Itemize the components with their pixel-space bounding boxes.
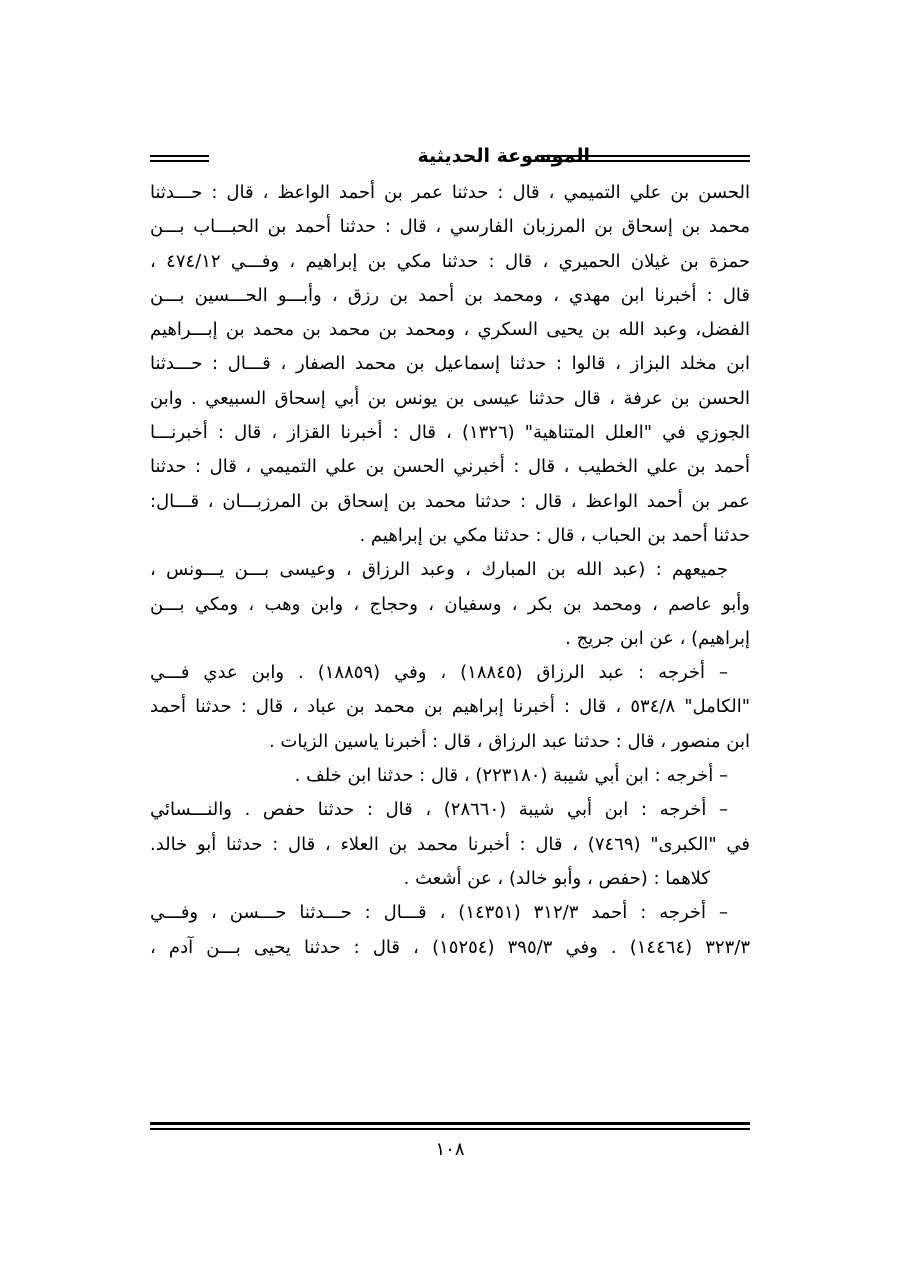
text-line: – أخرجه : ابن أبي شيبة (٢٨٦٦٠) ، قال : حدثنا حفص . والنـــسائي — [150, 799, 729, 821]
text-line: حمزة بن غيلان الحميري ، قال : حدثنا مكي بن إبراهيم ، وفـــي ٤٧٤/١٢ ، — [150, 250, 750, 272]
text-line: "الكامل" ٥٣٤/٨ ، قال : أخبرنا إبراهيم بن محمد بن عباد ، قال : حدثنا أحمد — [150, 696, 750, 718]
text-line: قال : أخبرنا ابن مهدي ، ومحمد بن أحمد بن رزق ، وأبـــو الحـــسين بـــن — [150, 284, 750, 306]
text-line: محمد بن إسحاق بن المرزبان الفارسي ، قال : حدثنا أحمد بن الحبـــاب بـــن — [150, 216, 750, 238]
text-line: الحسن بن عرفة ، قال حدثنا عيسى بن يونس بن أبي إسحاق السبيعي . وابن — [150, 387, 750, 409]
text-line: الفضل، وعبد الله بن يحيى السكري ، ومحمد بن محمد بن محمد بن إبـــراهيم — [150, 319, 750, 341]
header-rule-left — [537, 155, 750, 162]
body-text — [150, 176, 750, 965]
footer-rule — [150, 1122, 750, 1130]
text-line: ٣٢٣/٣ (١٤٤٦٤) . وفي ٣٩٥/٣ (١٥٢٥٤) ، قال : حدثنا يحيى بـــن آدم ، — [150, 936, 750, 958]
text-line: في "الكبرى" (٧٤٦٩) ، قال : أخبرنا محمد بن العلاء ، قال : حدثنا أبو خالد. — [150, 833, 750, 855]
text-line: الحسن بن علي التميمي ، قال : حدثنا عمر بن أحمد الواعظ ، قال : حـــدثنا — [150, 182, 750, 203]
page-header — [150, 143, 750, 173]
text-line: حدثنا أحمد بن الحباب ، قال : حدثنا مكي بن إبراهيم . — [359, 524, 750, 546]
text-line: ابن مخلد البزاز ، قالوا : حدثنا إسماعيل بن محمد الصفار ، قـــال : حـــدثنا — [150, 353, 750, 375]
text-line: – أخرجه : ابن أبي شيبة (٢٢٣١٨٠) ، قال : حدثنا ابن خلف . — [294, 765, 728, 787]
text-line: جميعهم : (عبد الله بن المبارك ، وعبد الرزاق ، وعيسى بـــن يـــونس ، — [150, 559, 728, 581]
text-line: إبراهيم) ، عن ابن جريج . — [565, 627, 750, 649]
running-title: الموسوعة الحديثية — [417, 145, 590, 167]
text-line: عمر بن أحمد الواعظ ، قال : حدثنا محمد بن إسحاق بن المرزبـــان ، قـــال: — [150, 490, 750, 512]
text-line: كلاهما : (حفص ، وأبو خالد) ، عن أشعث . — [403, 867, 710, 889]
page-number: ١٠٨ — [435, 1139, 465, 1160]
text-line: وأبو عاصم ، ومحمد بن بكر ، وسفيان ، وحجاج ، وابن وهب ، ومكي بـــن — [150, 593, 750, 615]
text-line: ابن منصور ، قال : حدثنا عبد الرزاق ، قال : أخبرنا ياسين الزيات . — [268, 730, 750, 752]
text-line: – أخرجه : أحمد ٣١٢/٣ (١٤٣٥١) ، قـــال : حـــدثنا حـــسن ، وفـــي — [150, 902, 728, 924]
text-line: أحمد بن علي الخطيب ، قال : أخبرني الحسن بن علي التميمي ، قال : حدثنا — [150, 456, 750, 478]
header-rule-right — [150, 155, 209, 162]
text-line: – أخرجه : عبد الرزاق (١٨٨٤٥) ، وفي (١٨٨٥٩) . وابن عدي فـــي — [150, 662, 728, 684]
text-line: الجوزي في "العلل المتناهية" (١٣٢٦) ، قال : أخبرنا القزاز ، قال : أخبرنـــا — [150, 422, 750, 444]
